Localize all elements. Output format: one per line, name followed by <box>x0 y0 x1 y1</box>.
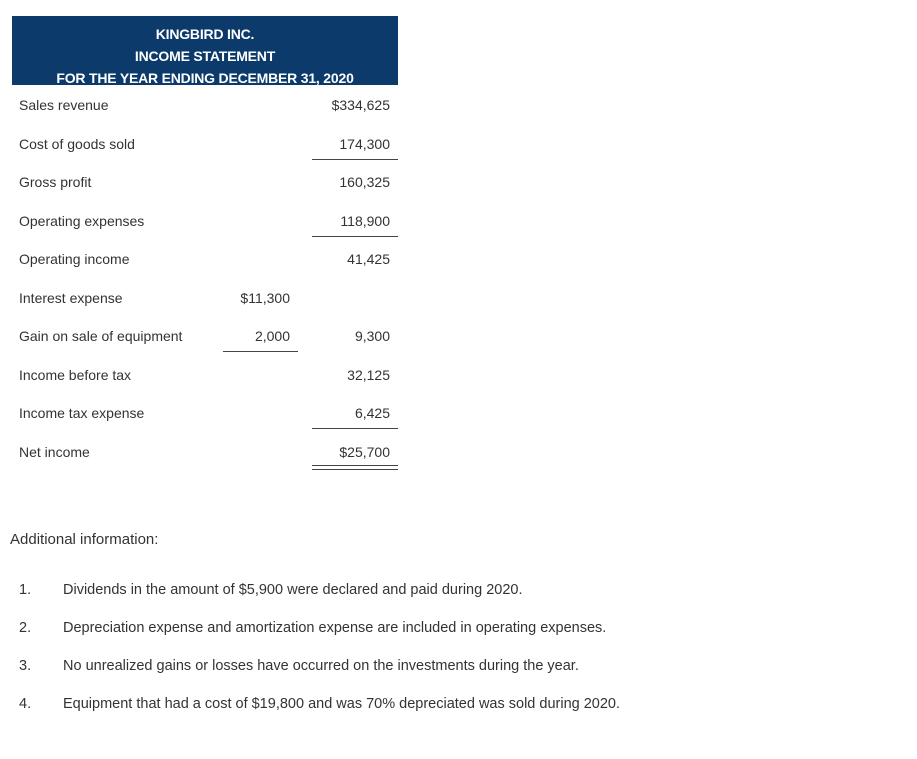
row-label: Income tax expense <box>19 405 145 421</box>
statement-title: INCOME STATEMENT <box>134 48 276 64</box>
row-net-income <box>12 432 398 471</box>
company-name: KINGBIRD INC. <box>155 26 255 42</box>
row-label: Net income <box>19 443 90 460</box>
additional-info-list <box>0 582 900 734</box>
income-statement <box>12 16 398 470</box>
row-interest-expense <box>12 278 398 317</box>
list-item-number: 3. <box>19 658 32 674</box>
row-label: Operating expenses <box>19 212 145 229</box>
row-value: $25,700 <box>312 444 390 468</box>
row-value: 6,425 <box>312 405 390 429</box>
list-item <box>0 620 900 658</box>
row-label: Income before tax <box>19 366 132 383</box>
list-item <box>0 658 900 696</box>
row-cost-of-goods-sold <box>12 124 398 163</box>
list-item <box>0 696 900 734</box>
list-item <box>0 582 900 620</box>
list-item-number: 1. <box>19 582 32 598</box>
row-income-before-tax <box>12 355 398 394</box>
row-value: 118,900 <box>312 213 390 237</box>
statement-header <box>12 16 398 85</box>
row-label: Operating income <box>19 251 130 267</box>
row-income-tax-expense <box>12 393 398 432</box>
list-item-number: 4. <box>19 696 32 712</box>
row-value: $334,625 <box>331 97 390 113</box>
row-value: 32,125 <box>347 366 390 383</box>
list-item-text: No unrealized gains or losses have occurred on the investments during the year. <box>63 658 579 674</box>
row-sales-revenue <box>12 85 398 124</box>
row-operating-income <box>12 239 398 278</box>
row-label: Interest expense <box>19 289 123 306</box>
additional-info-heading: Additional information: <box>10 531 159 548</box>
row-label: Cost of goods sold <box>19 135 135 152</box>
row-value: 41,425 <box>347 251 390 267</box>
list-item-number: 2. <box>19 620 32 636</box>
row-value: 160,325 <box>339 174 390 190</box>
row-label: Gain on sale of equipment <box>19 328 183 344</box>
row-operating-expenses <box>12 201 398 240</box>
list-item-text: Equipment that had a cost of $19,800 and was 70% depreciated was sold during 2020. <box>63 696 621 712</box>
row-value: 174,300 <box>312 136 390 160</box>
list-item-text: Dividends in the amount of $5,900 were declared and paid during 2020. <box>63 582 523 598</box>
row-gross-profit <box>12 162 398 201</box>
row-label: Sales revenue <box>19 97 109 113</box>
row-label: Gross profit <box>19 174 92 190</box>
row-subvalue: 2,000 <box>223 328 290 352</box>
list-item-text: Depreciation expense and amortization expense are included in operating expenses. <box>63 620 607 636</box>
row-subvalue: $11,300 <box>240 289 290 306</box>
row-value: 9,300 <box>354 328 390 344</box>
row-gain-on-sale <box>12 316 398 355</box>
statement-period: FOR THE YEAR ENDING DECEMBER 31, 2020 <box>56 70 354 86</box>
